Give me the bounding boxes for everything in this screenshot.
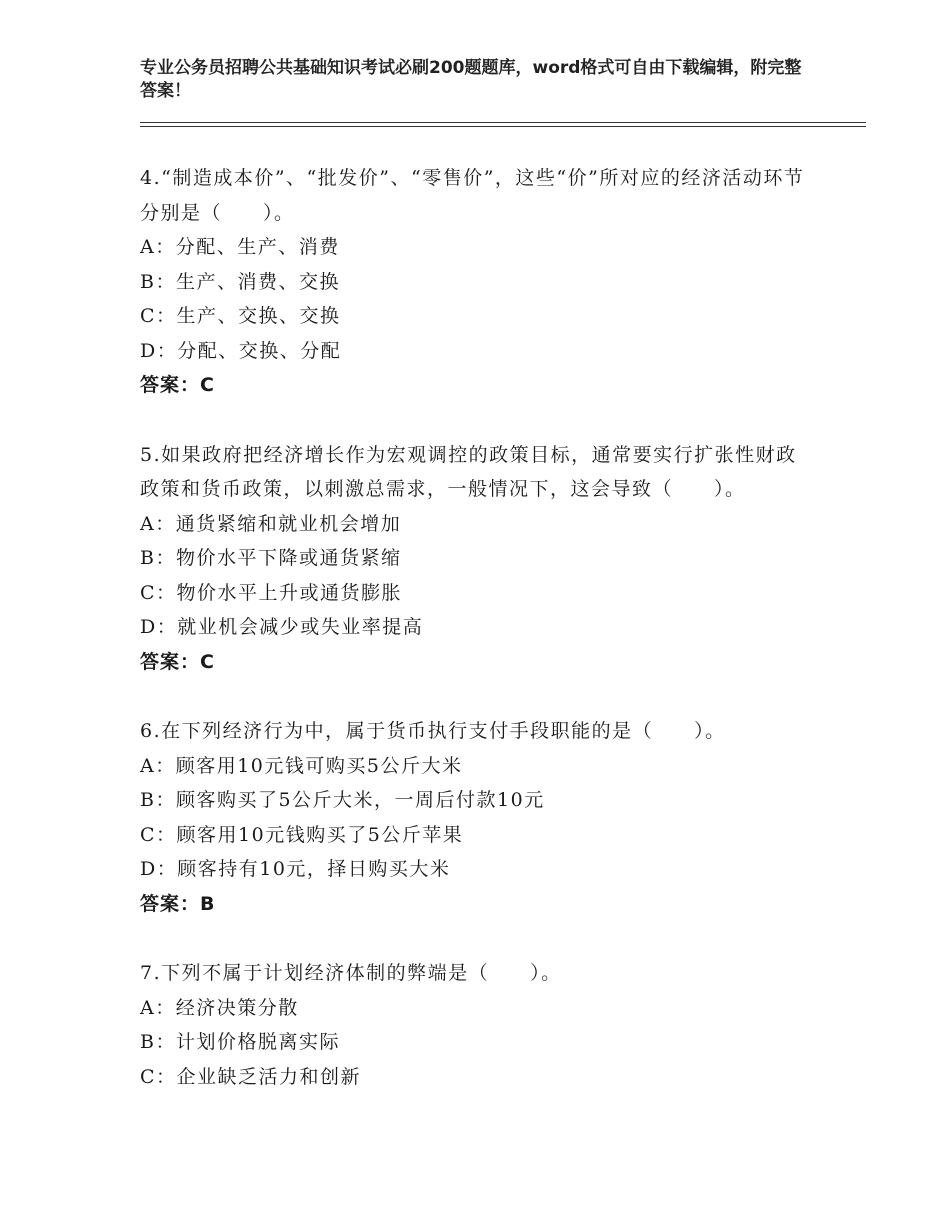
answer: 答案：B [140,892,216,915]
option-c: C：生产、交换、交换 [140,305,341,327]
option-d: D：就业机会减少或失业率提高 [140,616,424,638]
answer: 答案：C [140,374,215,396]
answer: 答案：C [140,650,215,673]
question-stem: 5.如果政府把经济增长作为宏观调控的政策目标，通常要实行扩张性财政政策和货币政策，以刺激总需求，一般情况下，这会导致（ ）。 [140,443,797,500]
question-5 [140,438,810,680]
question-list [140,161,810,1129]
option-c: C：物价水平上升或通货膨胀 [140,581,403,604]
option-b: B：计划价格脱离实际 [140,1031,340,1053]
option-b: B：顾客购买了5公斤大米，一周后付款10元 [140,789,545,811]
option-a: A：分配、生产、消费 [140,236,340,258]
question-stem: 4.“制造成本价”、“批发价”、“零售价”，这些“价”所对应的经济活动环节分别是（ ）。 [140,167,805,224]
option-c: C：企业缺乏活力和创新 [140,1065,362,1088]
option-a: A：经济决策分散 [140,996,299,1019]
question-stem: 6.在下列经济行为中，属于货币执行支付手段职能的是（ ）。 [140,720,726,742]
option-d: D：分配、交换、分配 [140,339,342,362]
header-rule-bottom [140,126,866,127]
option-d: D：顾客持有10元，择日购买大米 [140,858,451,880]
question-stem: 7.下列不属于计划经济体制的弊端是（ ）。 [140,962,562,984]
option-a: A：通货紧缩和就业机会增加 [140,512,402,535]
question-6 [140,714,810,921]
header-rule-top [140,122,866,123]
option-a: A：顾客用10元钱可购买5公斤大米 [140,754,463,777]
option-b: B：生产、消费、交换 [140,270,340,293]
document-header: 专业公务员招聘公共基础知识考试必刷200题题库，word格式可自由下载编辑，附完整答案！ [140,58,802,101]
option-b: B：物价水平下降或通货紧缩 [140,547,402,569]
question-7 [140,956,810,1094]
option-c: C：顾客用10元钱购买了5公斤苹果 [140,823,464,846]
question-4 [140,161,810,403]
